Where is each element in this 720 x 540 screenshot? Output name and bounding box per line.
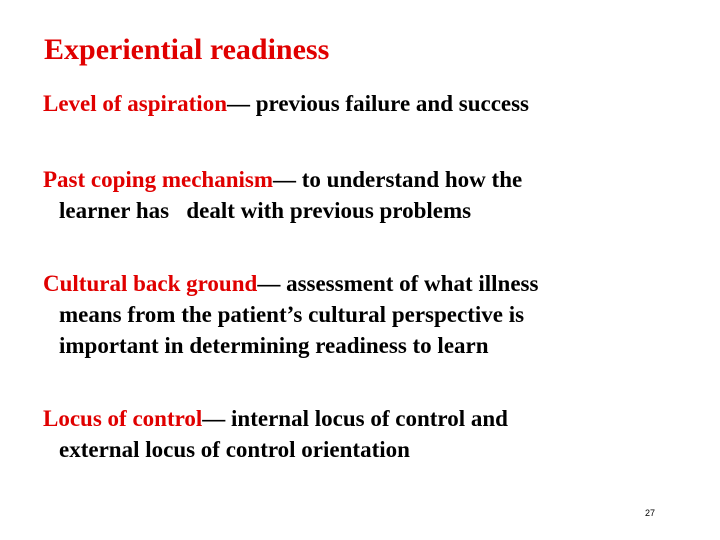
item-description: — to understand how the: [273, 167, 523, 192]
item-continuation-line: learner has dealt with previous problems: [59, 198, 472, 223]
item-first-line: [43, 268, 683, 299]
readiness-item-culture: [43, 268, 683, 361]
item-first-line: [43, 403, 683, 434]
item-term: Locus of control: [43, 406, 203, 431]
item-first-line: [43, 164, 683, 195]
readiness-item-locus: [43, 403, 683, 465]
item-description: — previous failure and success: [227, 91, 530, 116]
item-term: Cultural back ground: [43, 271, 258, 296]
item-continuation-line: means from the patient’s cultural perspective is: [59, 302, 525, 327]
item-term: Past coping mechanism: [43, 167, 273, 192]
item-description: — assessment of what illness: [257, 271, 539, 296]
readiness-item-aspiration: [43, 88, 683, 119]
item-continuation-line: important in determining readiness to learn: [59, 333, 489, 358]
item-term: Level of aspiration: [43, 91, 227, 116]
slide-title: Experiential readiness: [44, 33, 330, 66]
item-continuation-line: external locus of control orientation: [59, 437, 410, 462]
readiness-item-coping: [43, 164, 683, 226]
item-description: — internal locus of control and: [202, 406, 508, 431]
page-number: 27: [645, 508, 656, 518]
item-first-line: [43, 88, 683, 119]
